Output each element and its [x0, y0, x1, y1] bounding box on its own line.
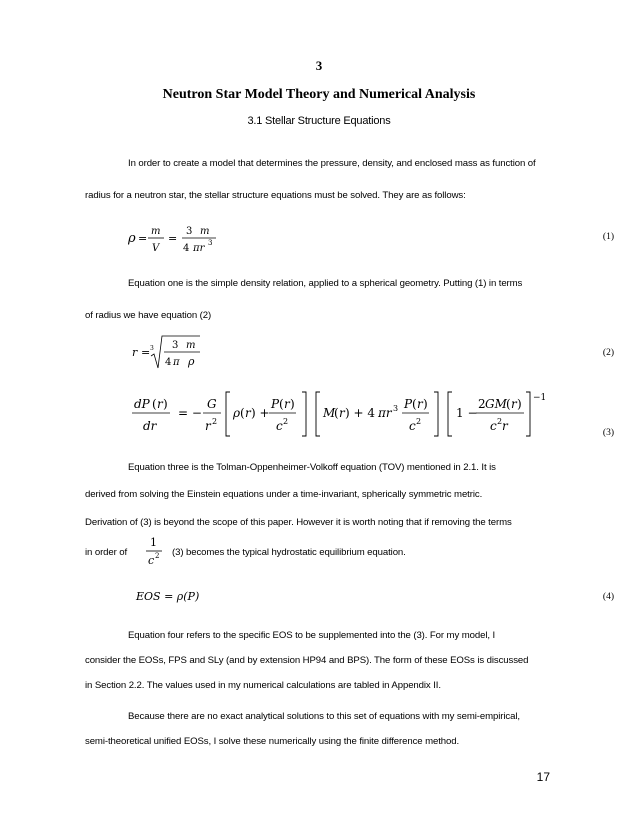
svg-text:3: 3 [393, 404, 399, 413]
svg-text:): ) [517, 397, 522, 411]
svg-text:GM: GM [485, 397, 507, 411]
svg-text:m: m [151, 226, 161, 237]
equation-3-tov [130, 388, 550, 442]
svg-text:2: 2 [478, 397, 486, 411]
svg-text:r: r [205, 419, 211, 433]
svg-text:(: ( [412, 397, 417, 411]
svg-text:(: ( [152, 397, 157, 411]
svg-text:V: V [152, 243, 160, 254]
paragraph-line: Equation four refers to the specific EOS to be supplemented into the (3). For my model, I [128, 630, 496, 641]
paragraph-line: In order to create a model that determines the pressure, density, and enclosed mass as function of [128, 158, 536, 169]
svg-text:ρ: ρ [128, 231, 136, 246]
svg-text:): ) [423, 397, 428, 411]
svg-text:π: π [173, 357, 180, 368]
svg-text:) + 4: ) + 4 [345, 406, 375, 420]
svg-text:3: 3 [172, 340, 179, 351]
svg-text:3: 3 [150, 345, 154, 352]
svg-text:1 −: 1 − [456, 406, 478, 420]
svg-text:c: c [490, 419, 497, 433]
paragraph-line: radius for a neutron star, the stellar structure equations must be solved. They are as follows: [85, 190, 466, 201]
svg-text:(: ( [334, 406, 339, 420]
paragraph-line: Equation one is the simple density relation, applied to a spherical geometry. Putting (1) in terms [128, 278, 523, 289]
svg-text:= −: = − [178, 406, 202, 420]
svg-text:1: 1 [150, 536, 157, 549]
svg-text:) +: ) + [251, 406, 270, 420]
equation-4: EOS = ρ(P) [136, 590, 200, 603]
svg-text:M: M [323, 406, 336, 420]
svg-text:c: c [409, 419, 416, 433]
paragraph-line: consider the EOSs, FPS and SLy (and by extension HP94 and BPS). The form of these EOSs is discussed [85, 655, 529, 666]
equation-1 [128, 218, 238, 260]
svg-text:=: = [141, 346, 151, 359]
paragraph-line: Derivation of (3) is beyond the scope of this paper. However it is worth noting that if removing the terms [85, 517, 512, 528]
paragraph-line: of radius we have equation (2) [85, 310, 212, 321]
svg-text:3: 3 [186, 226, 193, 237]
svg-text:r: r [511, 397, 517, 411]
inline-fraction-one-over-c-squared [144, 532, 166, 570]
svg-text:2: 2 [283, 417, 289, 426]
paragraph-line: Equation three is the Tolman-Oppenheimer-Volkoff equation (TOV) mentioned in 2.1. It is [128, 462, 496, 473]
svg-text:G: G [207, 397, 217, 411]
svg-text:ρ: ρ [233, 406, 241, 420]
svg-text:r: r [284, 397, 290, 411]
paragraph-line: semi-theoretical unified EOSs, I solve these numerically using the finite difference method. [85, 736, 460, 747]
svg-text:πr: πr [193, 243, 205, 254]
svg-text:r: r [245, 406, 251, 420]
equation-number-3: (3) [602, 428, 614, 438]
paragraph-line: derived from solving the Einstein equations under a time-invariant, spherically symmetric metric. [85, 489, 483, 500]
svg-text:−1: −1 [533, 393, 547, 403]
svg-text:2: 2 [416, 417, 422, 426]
svg-text:): ) [290, 397, 295, 411]
section-title: 3.1 Stellar Structure Equations [247, 115, 391, 127]
svg-text:2: 2 [212, 417, 218, 426]
svg-text:ρ: ρ [188, 355, 195, 368]
svg-text:r: r [132, 346, 138, 359]
svg-text:(: ( [279, 397, 284, 411]
svg-text:m: m [200, 226, 210, 237]
chapter-number: 3 [315, 58, 323, 73]
svg-text:4: 4 [183, 243, 190, 254]
svg-text:P: P [404, 397, 413, 411]
equation-number-1: (1) [602, 232, 614, 242]
svg-text:m: m [186, 340, 196, 351]
svg-text:dr: dr [143, 419, 157, 433]
paragraph-line: in order of [85, 547, 128, 558]
svg-text:3: 3 [208, 239, 213, 247]
svg-text:r: r [339, 406, 345, 420]
equation-2 [132, 332, 212, 374]
svg-text:=: = [138, 232, 148, 245]
paragraph-line: Because there are no exact analytical solutions to this set of equations with my semi-empirical, [128, 711, 520, 722]
svg-text:=: = [168, 232, 178, 245]
svg-text:4: 4 [165, 357, 172, 368]
svg-text:r: r [502, 419, 508, 433]
svg-text:): ) [163, 397, 168, 411]
svg-text:P: P [271, 397, 280, 411]
page-number: 17 [536, 770, 550, 784]
svg-text:πr: πr [378, 406, 392, 420]
svg-text:2: 2 [497, 417, 503, 426]
svg-text:(: ( [240, 406, 245, 420]
paragraph-line: (3) becomes the typical hydrostatic equilibrium equation. [172, 547, 406, 558]
svg-text:r: r [417, 397, 423, 411]
chapter-title: Neutron Star Model Theory and Numerical Analysis [162, 87, 476, 102]
svg-text:r: r [157, 397, 163, 411]
svg-text:dP: dP [134, 397, 150, 411]
svg-text:c: c [276, 419, 283, 433]
svg-text:2: 2 [155, 552, 160, 560]
paragraph-line: in Section 2.2. The values used in my numerical calculations are tabled in Appendix II. [85, 680, 441, 691]
svg-text:(: ( [506, 397, 511, 411]
equation-number-2: (2) [602, 348, 614, 358]
svg-text:c: c [148, 554, 155, 567]
equation-number-4: (4) [602, 592, 614, 602]
